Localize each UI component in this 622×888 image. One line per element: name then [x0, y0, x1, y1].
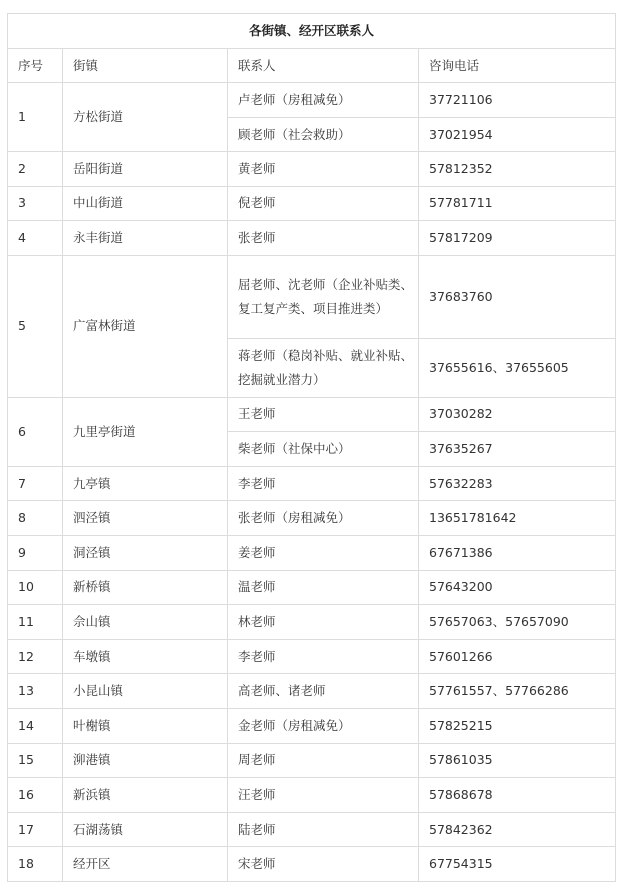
- cell-area: 广富林街道: [63, 255, 228, 397]
- cell-area: 九亭镇: [63, 466, 228, 501]
- cell-phone: 57761557、57766286: [419, 674, 616, 709]
- cell-contact: 倪老师: [228, 186, 419, 221]
- cell-phone: 57632283: [419, 466, 616, 501]
- cell-no: 1: [8, 83, 63, 152]
- cell-contact: 陆老师: [228, 812, 419, 847]
- cell-area: 新桥镇: [63, 570, 228, 605]
- cell-no: 6: [8, 397, 63, 466]
- cell-area: 永丰街道: [63, 221, 228, 256]
- cell-area: 泗泾镇: [63, 501, 228, 536]
- cell-no: 5: [8, 255, 63, 397]
- table-row: [8, 605, 616, 640]
- table-row: [8, 778, 616, 813]
- cell-contact: 李老师: [228, 639, 419, 674]
- header-no: 序号: [8, 49, 63, 83]
- cell-no: 10: [8, 570, 63, 605]
- cell-area: 泖港镇: [63, 743, 228, 778]
- cell-phone: 57643200: [419, 570, 616, 605]
- cell-phone: 67671386: [419, 535, 616, 570]
- cell-contact: 宋老师: [228, 847, 419, 882]
- cell-contact: 高老师、诸老师: [228, 674, 419, 709]
- cell-contact: 张老师（房租减免）: [228, 501, 419, 536]
- table-row: [8, 674, 616, 709]
- cell-contact: 王老师: [228, 397, 419, 431]
- cell-phone: 57601266: [419, 639, 616, 674]
- title-row: [8, 14, 616, 49]
- cell-no: 8: [8, 501, 63, 536]
- cell-no: 3: [8, 186, 63, 221]
- header-phone: 咨询电话: [419, 49, 616, 83]
- cell-area: 中山街道: [63, 186, 228, 221]
- cell-no: 12: [8, 639, 63, 674]
- cell-area: 洞泾镇: [63, 535, 228, 570]
- cell-no: 15: [8, 743, 63, 778]
- cell-area: 岳阳街道: [63, 152, 228, 187]
- cell-area: 石湖荡镇: [63, 812, 228, 847]
- cell-contact: 温老师: [228, 570, 419, 605]
- table-title: 各街镇、经开区联系人: [8, 14, 616, 49]
- cell-area: 新浜镇: [63, 778, 228, 813]
- cell-contact: 张老师: [228, 221, 419, 256]
- cell-no: 11: [8, 605, 63, 640]
- cell-no: 17: [8, 812, 63, 847]
- table-row: [8, 152, 616, 187]
- table-row: [8, 535, 616, 570]
- cell-area: 车墩镇: [63, 639, 228, 674]
- cell-phone: 57868678: [419, 778, 616, 813]
- table-row: [8, 397, 616, 431]
- cell-contact: 李老师: [228, 466, 419, 501]
- cell-contact: 屈老师、沈老师（企业补贴类、复工复产类、项目推进类）: [228, 255, 419, 338]
- table-body: [8, 14, 616, 882]
- cell-contact: 金老师（房租减免）: [228, 708, 419, 743]
- cell-no: 16: [8, 778, 63, 813]
- cell-area: 经开区: [63, 847, 228, 882]
- table-row: [8, 501, 616, 536]
- cell-area: 方松街道: [63, 83, 228, 152]
- cell-no: 13: [8, 674, 63, 709]
- cell-no: 4: [8, 221, 63, 256]
- cell-phone: 37021954: [419, 118, 616, 152]
- cell-area: 叶榭镇: [63, 708, 228, 743]
- cell-contact: 卢老师（房租减免）: [228, 83, 419, 118]
- cell-no: 9: [8, 535, 63, 570]
- cell-no: 14: [8, 708, 63, 743]
- cell-phone: 37635267: [419, 431, 616, 466]
- contact-table: [7, 13, 616, 882]
- cell-contact: 蒋老师（稳岗补贴、就业补贴、挖掘就业潜力）: [228, 338, 419, 397]
- cell-phone: 37683760: [419, 255, 616, 338]
- header-row: [8, 49, 616, 83]
- table-row: [8, 186, 616, 221]
- cell-area: 佘山镇: [63, 605, 228, 640]
- cell-contact: 汪老师: [228, 778, 419, 813]
- cell-no: 2: [8, 152, 63, 187]
- cell-phone: 37030282: [419, 397, 616, 431]
- cell-no: 18: [8, 847, 63, 882]
- cell-contact: 林老师: [228, 605, 419, 640]
- header-area: 街镇: [63, 49, 228, 83]
- cell-phone: 57861035: [419, 743, 616, 778]
- table-row: [8, 255, 616, 338]
- cell-contact: 黄老师: [228, 152, 419, 187]
- table-row: [8, 466, 616, 501]
- table-row: [8, 570, 616, 605]
- table-row: [8, 847, 616, 882]
- table-row: [8, 743, 616, 778]
- table-row: [8, 639, 616, 674]
- cell-area: 小昆山镇: [63, 674, 228, 709]
- cell-contact: 姜老师: [228, 535, 419, 570]
- table-row: [8, 812, 616, 847]
- table-row: [8, 708, 616, 743]
- cell-phone: 57812352: [419, 152, 616, 187]
- cell-phone: 57842362: [419, 812, 616, 847]
- cell-contact: 周老师: [228, 743, 419, 778]
- cell-contact: 柴老师（社保中心）: [228, 431, 419, 466]
- table-row: [8, 221, 616, 256]
- cell-no: 7: [8, 466, 63, 501]
- cell-contact: 顾老师（社会救助）: [228, 118, 419, 152]
- header-contact: 联系人: [228, 49, 419, 83]
- cell-phone: 37655616、37655605: [419, 338, 616, 397]
- cell-phone: 37721106: [419, 83, 616, 118]
- cell-phone: 57657063、57657090: [419, 605, 616, 640]
- cell-phone: 57817209: [419, 221, 616, 256]
- cell-phone: 13651781642: [419, 501, 616, 536]
- cell-phone: 57781711: [419, 186, 616, 221]
- cell-area: 九里亭街道: [63, 397, 228, 466]
- table-row: [8, 83, 616, 118]
- cell-phone: 67754315: [419, 847, 616, 882]
- cell-phone: 57825215: [419, 708, 616, 743]
